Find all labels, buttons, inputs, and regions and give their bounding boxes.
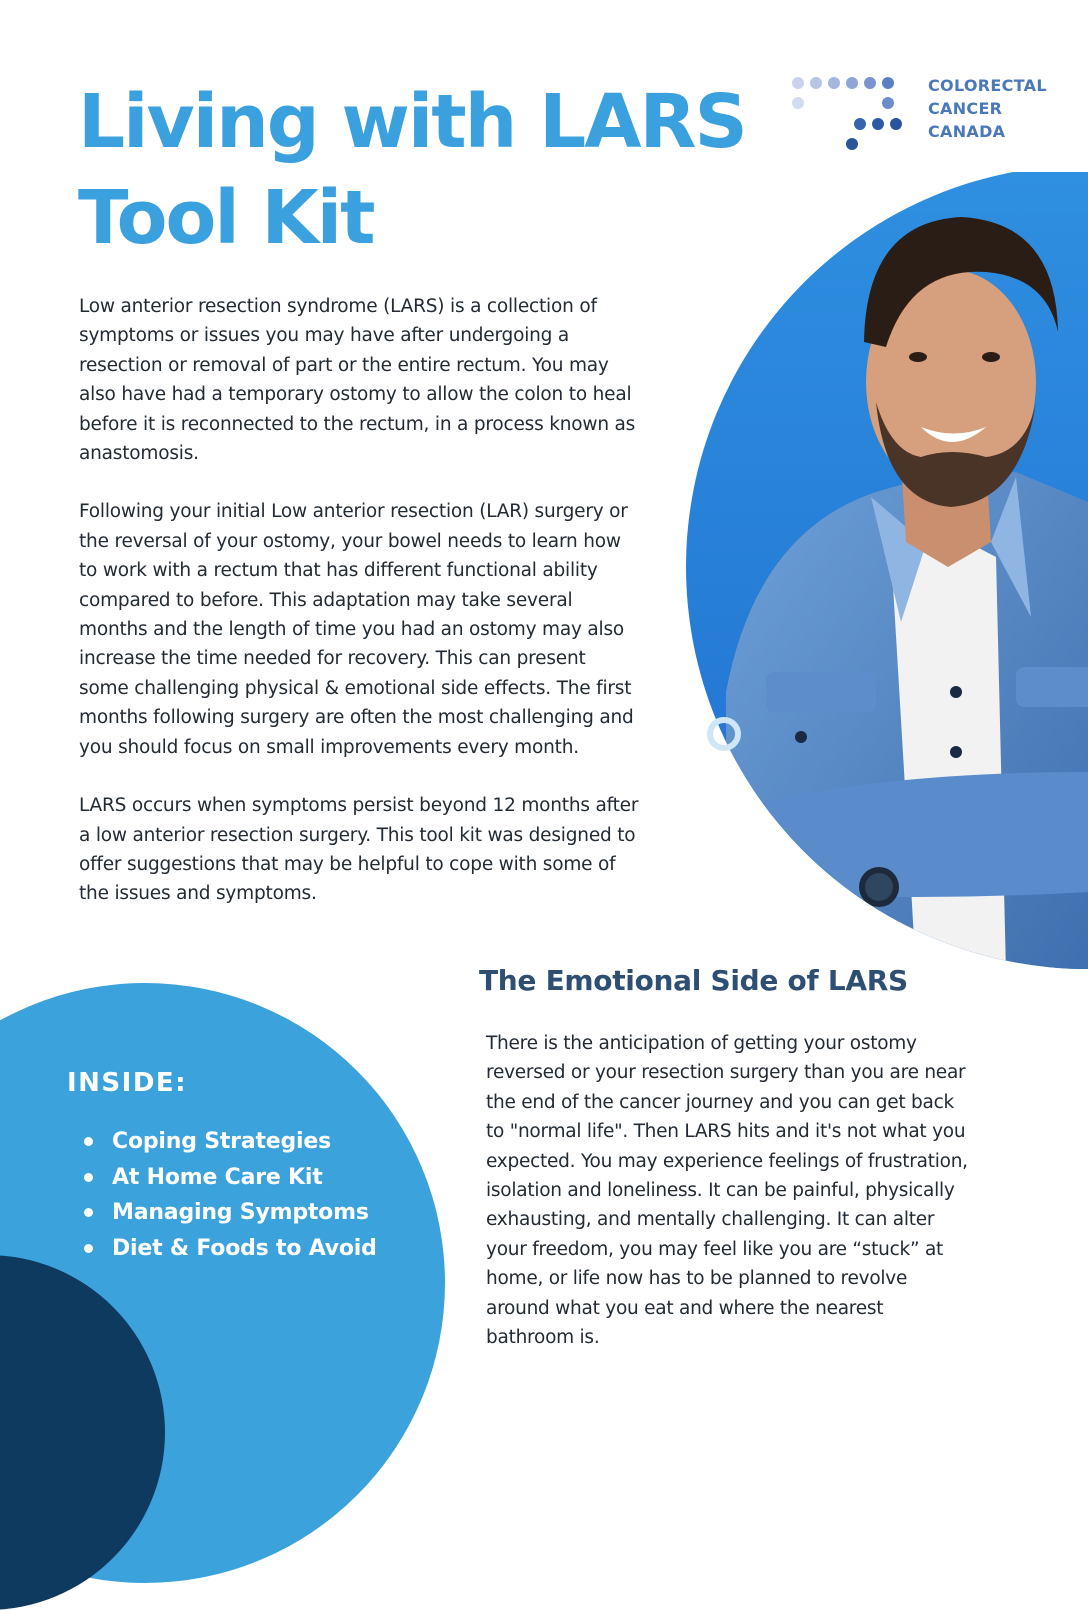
title-line-2: Tool Kit bbox=[78, 175, 374, 261]
logo-text-line-1: COLORECTAL bbox=[928, 76, 1047, 95]
intro-paragraph: Following your initial Low anterior resection (LAR) surgery or the reversal of your ostomy, your bowel needs to learn how to work with a rectum that has different functional ability compared to before. This adaptation may take several months and the length of time you had an ostomy may also increase the time needed for recovery. This can present some challenging physical & emotional side effects. The first months following surgery are often the most challenging and you should focus on small improvements every month. bbox=[79, 501, 634, 758]
inside-list-item-label: Diet & Foods to Avoid bbox=[112, 1235, 377, 1261]
title-line-1: Living with LARS bbox=[78, 79, 746, 165]
bullet-icon bbox=[84, 1208, 93, 1217]
inside-list-item bbox=[84, 1124, 377, 1160]
inside-list bbox=[84, 1124, 377, 1266]
bullet-icon bbox=[84, 1244, 93, 1253]
intro-section bbox=[79, 292, 639, 938]
logo-text bbox=[928, 74, 1047, 143]
page-title bbox=[78, 74, 746, 266]
emotional-section-title: The Emotional Side of LARS bbox=[479, 964, 908, 997]
bullet-icon bbox=[84, 1173, 93, 1182]
bullet-icon bbox=[84, 1137, 93, 1146]
logo-text-line-2: CANCER bbox=[928, 99, 1003, 118]
intro-paragraph: Low anterior resection syndrome (LARS) is a collection of symptoms or issues you may have after undergoing a resection or removal of part or the entire rectum. You may also have had a temporary ostomy to allow the colon to heal before it is reconnected to the rectum, in a process known as anastomosis. bbox=[79, 296, 636, 465]
emotional-section-body: There is the anticipation of getting your ostomy reversed or your resection surgery than you are near the end of the cancer journey and you can get back to "normal life". Then LARS hits and it's not what you expected. You may experience feelings of frustration, isolation and loneliness. It can be painful, physically exhausting, and mentally challenging. It can alter your freedom, you may feel like you are “stuck” at home, or life now has to be planned to revolve around what you eat and where the nearest bathroom is. bbox=[486, 1033, 968, 1349]
colorectal-cancer-canada-logo bbox=[784, 66, 1064, 166]
inside-list-item bbox=[84, 1195, 377, 1231]
smiling-man-photo bbox=[686, 172, 1088, 972]
inside-list-item bbox=[84, 1160, 377, 1196]
dot-grid-icon bbox=[784, 66, 924, 166]
logo-text-line-3: CANADA bbox=[928, 122, 1006, 141]
inside-list-item-label: Managing Symptoms bbox=[112, 1200, 369, 1225]
inside-list-item bbox=[84, 1231, 377, 1267]
intro-paragraph: LARS occurs when symptoms persist beyond 12 months after a low anterior resection surgery. This tool kit was designed to offer suggestions that may be helpful to cope with some of the issues and symptoms. bbox=[79, 795, 639, 905]
inside-heading: INSIDE: bbox=[67, 1068, 188, 1098]
inside-list-item-label: Coping Strategies bbox=[112, 1129, 332, 1154]
inside-list-item-label: At Home Care Kit bbox=[112, 1164, 323, 1190]
